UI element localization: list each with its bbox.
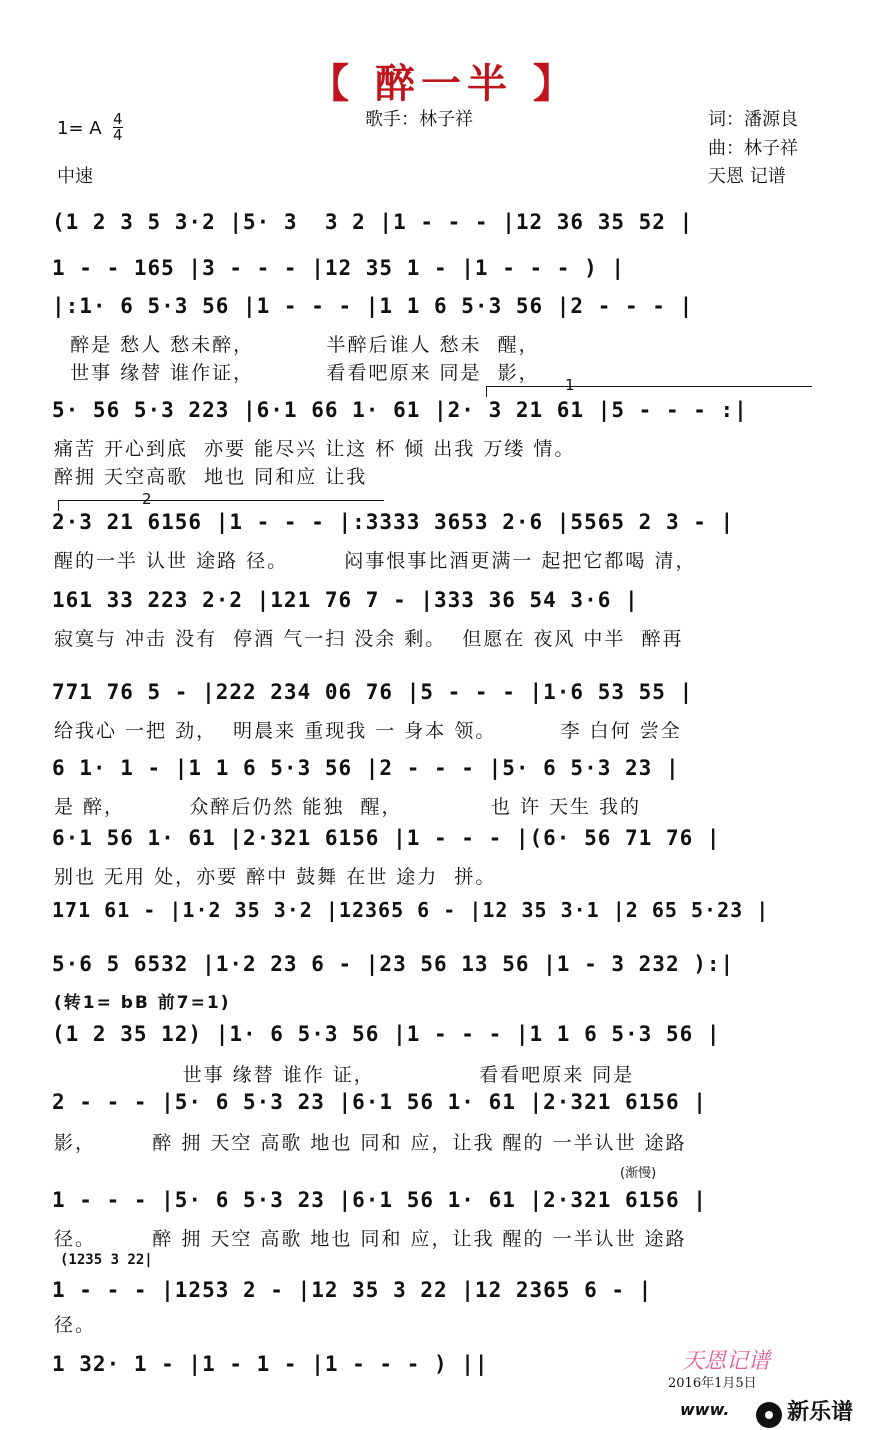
key-signature: 1= A (57, 118, 102, 139)
lyric-line: 影， 醉 拥 天空 高歌 地也 同和 应，让我 醒的 一半认世 途路 (54, 1132, 687, 1154)
singer-credit: 歌手：林子祥 (365, 109, 473, 130)
modulation-note: (转1= bB 前7=1) (54, 993, 231, 1013)
score-row: 1 32· 1 - |1 - 1 - |1 - - - ) || (52, 1352, 489, 1376)
lyric-line: 径。 醉 拥 天空 高歌 地也 同和 应，让我 醒的 一半认世 途路 (54, 1228, 687, 1250)
volta-number: 1 (565, 376, 575, 394)
lyricist-credit: 词：潘源良 (708, 109, 798, 130)
page-title: 【 醉一半 】 (309, 61, 579, 107)
score-row: (1 2 35 12) |1· 6 5·3 56 |1 - - - |1 1 6 5·3 56 | (52, 1022, 721, 1046)
score-row: 1 - - 165 |3 - - - |12 35 1 - |1 - - - ) | (52, 256, 626, 280)
score-row: 1 - - - |1253 2 - |12 35 3 22 |12 2365 6 - | (52, 1278, 653, 1302)
score-row: 1 - - - |5· 6 5·3 23 |6·1 56 1· 61 |2·321 6156 | (52, 1188, 707, 1212)
score-row: (1 2 3 5 3·2 |5· 3 3 2 |1 - - - |12 36 35 52 | (52, 210, 694, 234)
score-row: 6·1 56 1· 61 |2·321 6156 |1 - - - |(6· 56 71 76 | (52, 826, 721, 850)
score-row: 5·6 5 6532 |1·2 23 6 - |23 56 13 56 |1 - 3 232 ):| (52, 952, 735, 976)
lyric-line: 径。 (54, 1314, 97, 1336)
score-row: 6 1· 1 - |1 1 6 5·3 56 |2 - - - |5· 6 5·3 23 | (52, 756, 680, 780)
score-row: |:1· 6 5·3 56 |1 - - - |1 1 6 5·3 56 |2 - - - | (52, 294, 694, 318)
composer-credit: 曲：林子祥 (708, 138, 798, 159)
lyric-line: 寂寞与 冲击 没有 停酒 气一扫 没余 剩。 但愿在 夜风 中半 醉再 (54, 628, 684, 650)
score-row: 771 76 5 - |222 234 06 76 |5 - - - |1·6 53 55 | (52, 680, 694, 704)
lyric-line: 别也 无用 处，亦要 醉中 鼓舞 在世 途力 拼。 (54, 866, 497, 888)
score-row: 5· 56 5·3 223 |6·1 66 1· 61 |2· 3 21 61 |5 - - - :| (52, 398, 748, 422)
transcriber-stamp: 天恩记谱 (682, 1349, 771, 1374)
logo (756, 1395, 853, 1428)
logo-text: 新乐谱 (787, 1400, 854, 1425)
lyric-line: 是 醉， 众醉后仍然 能独 醒， 也 许 天生 我的 (54, 796, 642, 818)
volta-bracket (486, 386, 812, 397)
lyric-line: 痛苦 开心到底 亦要 能尽兴 让这 杯 倾 出我 万缕 情。 (54, 438, 576, 460)
volta-number: 2 (142, 490, 152, 508)
score-row: 161 33 223 2·2 |121 76 7 - |333 36 54 3·6 | (52, 588, 639, 612)
cue-line: (1235 3 22| (60, 1252, 153, 1268)
score-row: 2 - - - |5· 6 5·3 23 |6·1 56 1· 61 |2·321 6156 | (52, 1090, 707, 1114)
lyric-line: 醉是 愁人 愁未醉， 半醉后谁人 愁未 醒， (54, 334, 540, 356)
date-stamp: 2016年1月5日 (668, 1376, 757, 1391)
score-row: 2·3 21 6156 |1 - - - |:3333 3653 2·6 |5565 2 3 - | (52, 510, 735, 534)
score-row: 171 61 - |1·2 35 3·2 |12365 6 - |12 35 3·1 |2 65 5·23 | (52, 898, 770, 922)
lyric-line: 醉拥 天空高歌 地也 同和应 让我 (54, 466, 368, 488)
time-signature: 4 4 (113, 110, 123, 144)
lyric-line: 给我心 一把 劲， 明晨来 重现我 一 身本 领。 李 白何 尝全 (54, 720, 682, 742)
lyric-line: 世事 缘替 谁作证， 看看吧原来 同是 影， (54, 362, 540, 384)
site-url[interactable]: www. (680, 1400, 730, 1419)
tempo-annotation: (渐慢) (620, 1166, 657, 1181)
disc-icon (756, 1402, 782, 1428)
tempo-marking: 中速 (57, 166, 93, 187)
transcriber-credit: 天恩 记谱 (708, 166, 786, 187)
lyric-line: 醒的一半 认世 途路 径。 闷事恨事比酒更满一 起把它都喝 清， (54, 550, 697, 572)
lyric-line: 世事 缘替 谁作 证， 看看吧原来 同是 (54, 1064, 635, 1086)
